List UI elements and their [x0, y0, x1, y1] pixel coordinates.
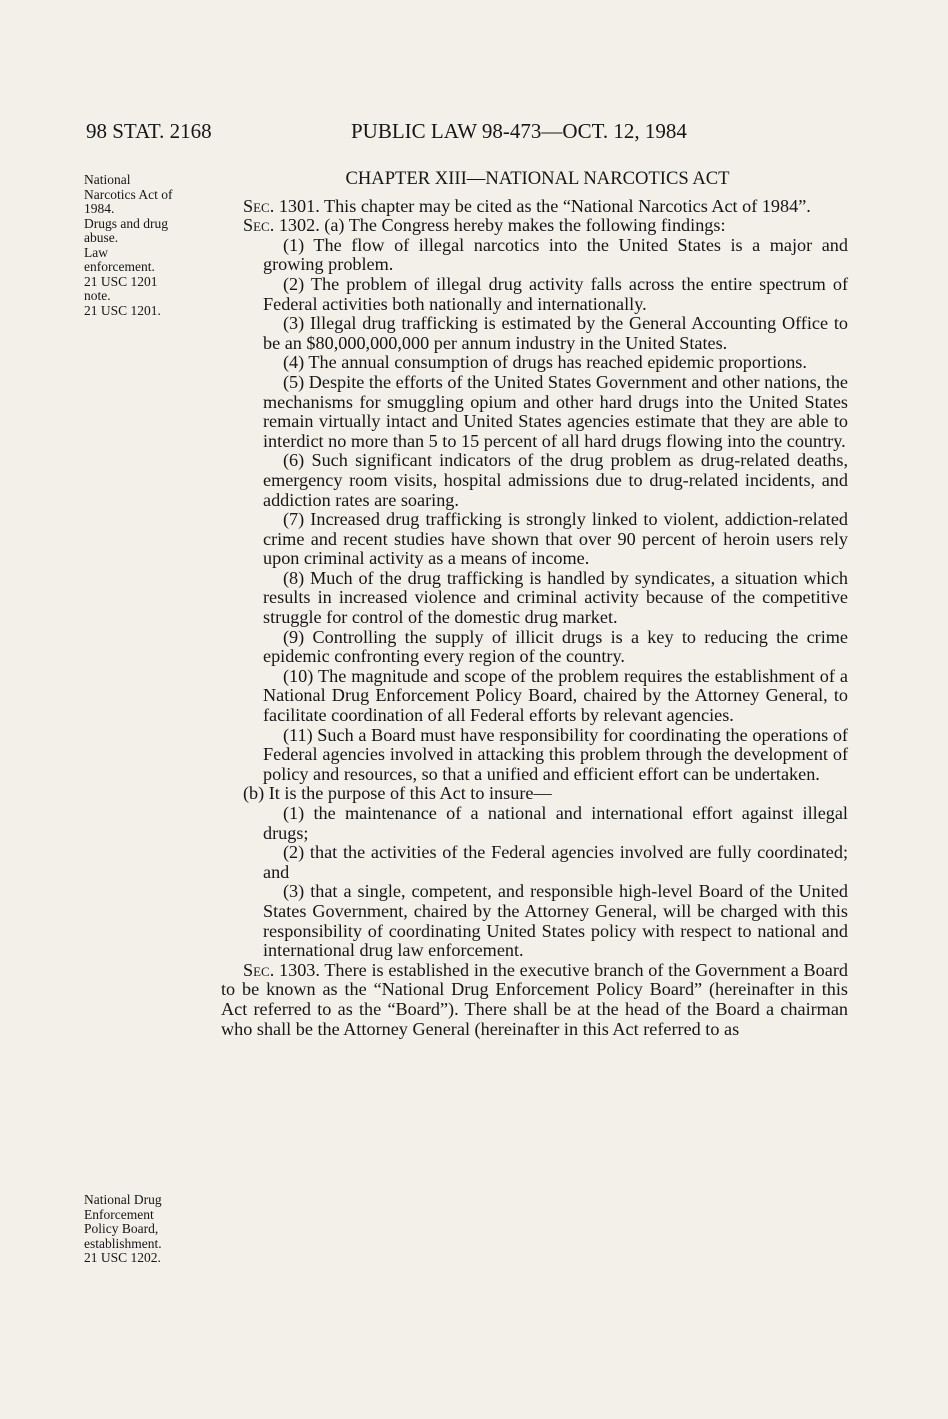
finding-item: (11) Such a Board must have responsibility for coordinating the operations of Federal agencies involved in attacking this problem through the development of policy and resources, so that a unified and efficient effort can be undertaken. — [263, 724, 848, 784]
page-header — [86, 119, 846, 145]
finding-item: (5) Despite the efforts of the United States Government and other nations, the mechanisms for smuggling opium and other hard drugs into the United States remain virtually intact and United States agencies estimate that they are able to interdict no more than 5 to 15 percent of all hard drugs flowing into the country. — [263, 371, 848, 451]
margin-note-line: 21 USC 1201. — [84, 302, 161, 318]
finding-item: (10) The magnitude and scope of the problem requires the establishment of a National Drug Enforcement Policy Board, chaired by the Attorney General, to facilitate coordination of all Federal efforts by relevant agencies. — [263, 665, 848, 726]
public-law-title: PUBLIC LAW 98-473—OCT. 12, 1984 — [351, 119, 687, 143]
margin-note-line: 21 USC 1201 — [84, 273, 158, 289]
margin-note-line: Law — [84, 244, 108, 260]
finding-item: (4) The annual consumption of drugs has reached epidemic proportions. — [283, 352, 807, 373]
margin-note-line: abuse. — [84, 230, 119, 245]
section-1301 — [221, 197, 848, 217]
section-label: Sec. — [243, 215, 275, 236]
margin-notes-top — [84, 173, 219, 318]
finding-item: (8) Much of the drug trafficking is handled by syndicates, a situation which results in increased violence and criminal activity because of the competitive struggle for control of the domestic drug market. — [263, 567, 848, 628]
margin-note-line: Narcotics Act of — [84, 186, 173, 202]
margin-note-line: 1984. — [84, 201, 115, 216]
purpose-item: (2) that the activities of the Federal agencies involved are fully coordinated; and — [263, 842, 848, 882]
statute-body — [221, 169, 848, 1039]
statute-page-number: 98 STAT. 2168 — [86, 119, 212, 143]
margin-note-line: note. — [84, 288, 111, 303]
section-label: Sec. — [243, 195, 275, 216]
margin-notes-bottom — [84, 1193, 219, 1266]
margin-note-line: Drugs and drug — [84, 215, 168, 231]
margin-note-line: Enforcement — [84, 1206, 154, 1222]
purpose-item: (1) the maintenance of a national and international effort against illegal drugs; — [263, 803, 848, 843]
margin-note-line: National — [84, 172, 131, 187]
finding-item: (6) Such significant indicators of the drug problem as drug-related deaths, emergency room visits, hospital admissions due to drug-related incidents, and addiction rates are soaring. — [263, 450, 848, 510]
section-1303 — [221, 961, 848, 1039]
margin-note-line: 21 USC 1202. — [84, 1250, 161, 1265]
section-1302 — [221, 216, 848, 236]
section-text: 1302. (a) The Congress hereby makes the following findings: — [274, 215, 726, 236]
finding-item: (9) Controlling the supply of illicit drugs is a key to reducing the crime epidemic confronting every region of the country. — [263, 626, 848, 667]
margin-note-line: National Drug — [84, 1192, 162, 1207]
margin-note-line: Policy Board, — [84, 1221, 159, 1236]
purpose-item: (3) that a single, competent, and responsible high-level Board of the United States Government, chaired by the Attorney General, will be charged with this responsibility of coordinating United States policy with respect to national and international drug law enforcement. — [263, 881, 848, 961]
purpose-intro: (b) It is the purpose of this Act to insure— — [243, 783, 552, 804]
finding-item: (1) The flow of illegal narcotics into the United States is a major and growing problem. — [263, 234, 848, 275]
margin-note-line: enforcement. — [84, 259, 155, 274]
finding-item: (7) Increased drug trafficking is strongly linked to violent, addiction-related crime and recent studies have shown that over 90 percent of heroin users rely upon criminal activity as a means of income. — [263, 509, 848, 569]
section-label: Sec. — [243, 959, 275, 980]
margin-note-line: establishment. — [84, 1235, 162, 1251]
section-text: 1301. This chapter may be cited as the “National Narcotics Act of 1984”. — [274, 195, 811, 216]
finding-item: (2) The problem of illegal drug activity falls across the entire spectrum of Federal activities both nationally and internationally. — [263, 273, 848, 314]
finding-item: (3) Illegal drug trafficking is estimated by the General Accounting Office to be an $80,000,000,000 per annum industry in the United States. — [263, 313, 848, 353]
chapter-title: CHAPTER XIII—NATIONAL NARCOTICS ACT — [345, 168, 730, 189]
section-text: 1303. There is established in the executive branch of the Government a Board to be known as the “National Drug Enforcement Policy Board” (hereinafter in this Act referred to as the “Board”). There shall be at the head of the Board a chairman who shall be the Attorney General (hereinafter in this Act referred to as — [221, 959, 848, 1039]
